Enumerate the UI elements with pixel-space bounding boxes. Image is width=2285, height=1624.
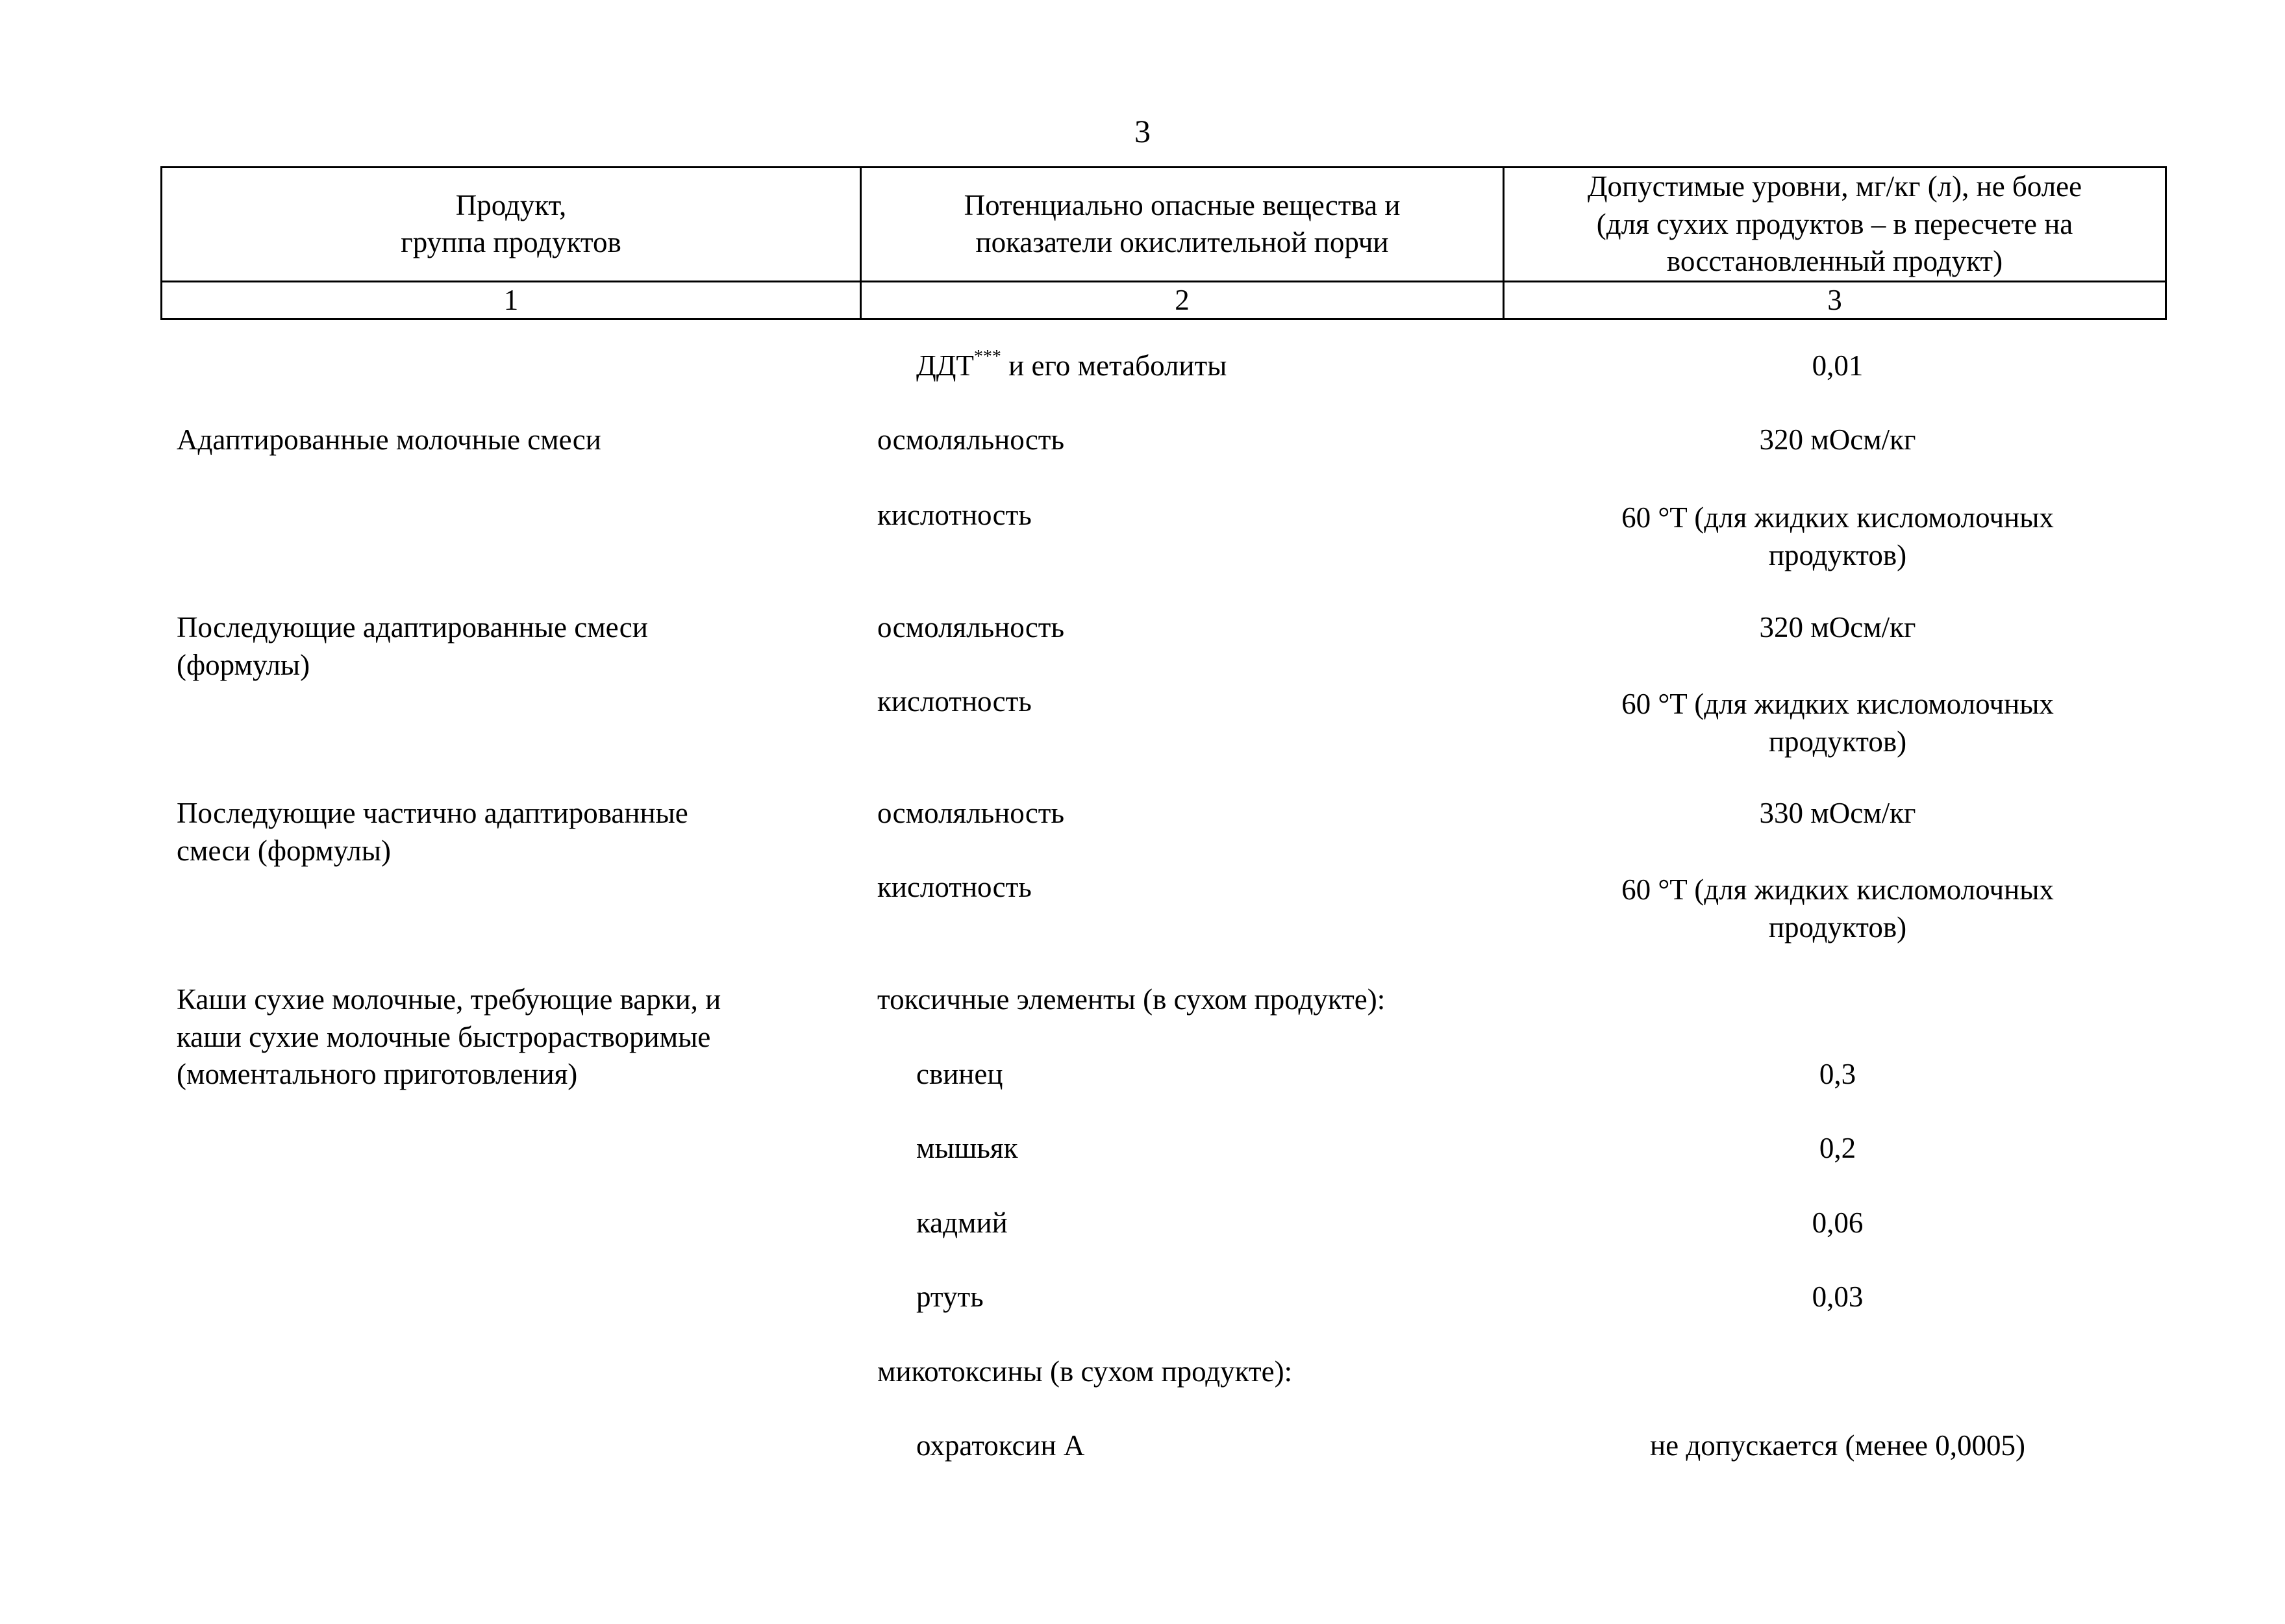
- substance-group-toxic-elements: токсичные элементы (в сухом продукте):: [877, 983, 1386, 1016]
- product-group-adapted: Адаптированные молочные смеси: [177, 423, 601, 456]
- column-number: 2: [861, 281, 1504, 319]
- substance-acidity: кислотность: [877, 871, 1032, 903]
- level-lead: 0,3: [1819, 1058, 1856, 1090]
- substance-group-mycotoxins: микотоксины (в сухом продукте):: [877, 1355, 1293, 1388]
- level-acidity: 60 °T (для жидких кисломолочных продуктов): [1621, 873, 2054, 943]
- substance-osmolality: осмоляльность: [877, 611, 1064, 643]
- level-osmolality: 320 мОсм/кг: [1759, 423, 1916, 456]
- level-ochratoxin: не допускается (менее 0,0005): [1650, 1429, 2025, 1462]
- level-acidity: 60 °T (для жидких кисломолочных продуктов): [1621, 501, 2054, 571]
- level-cadmium: 0,06: [1812, 1206, 1864, 1239]
- page-number: 3: [1134, 113, 1151, 149]
- substance-acidity: кислотность: [877, 685, 1032, 718]
- substance-osmolality: осмоляльность: [877, 423, 1064, 456]
- column-number-row: [162, 281, 2166, 319]
- footnote-mark: ***: [973, 347, 1001, 367]
- product-group-dry-porridge: Каши сухие молочные, требующие варки, и каши сухие молочные быстрорастворимые (моментального приготовления): [177, 983, 721, 1091]
- substance-lead: свинец: [916, 1058, 1003, 1090]
- table-header-row: [162, 168, 2166, 282]
- header-cell-product: Продукт, группа продуктов: [162, 168, 861, 282]
- header-cell-levels: Допустимые уровни, мг/кг (л), не более (для сухих продуктов – в пересчете на восстановленный продукт): [1504, 168, 2166, 282]
- substance-mercury: ртуть: [916, 1280, 984, 1313]
- level-osmolality: 330 мОсм/кг: [1759, 797, 1916, 829]
- level-ddt: 0,01: [1812, 349, 1864, 382]
- table-header: [160, 166, 2167, 320]
- level-mercury: 0,03: [1812, 1280, 1864, 1313]
- substance-arsenic: мышьяк: [916, 1132, 1018, 1164]
- level-arsenic: 0,2: [1819, 1132, 1856, 1164]
- product-group-partially-adapted: Последующие частично адаптированные смеси (формулы): [177, 797, 688, 867]
- substance-ochratoxin: охратоксин А: [916, 1429, 1085, 1462]
- level-osmolality: 320 мОсм/кг: [1759, 611, 1916, 643]
- level-acidity: 60 °T (для жидких кисломолочных продуктов): [1621, 688, 2054, 758]
- product-group-follow-on: Последующие адаптированные смеси (формулы): [177, 611, 648, 681]
- column-number: 1: [162, 281, 861, 319]
- column-number: 3: [1504, 281, 2166, 319]
- substance-acidity: кислотность: [877, 499, 1032, 531]
- header-cell-substances: Потенциально опасные вещества и показатели окислительной порчи: [861, 168, 1504, 282]
- substance-cadmium: кадмий: [916, 1206, 1008, 1239]
- substance-osmolality: осмоляльность: [877, 797, 1064, 829]
- substance-ddt: ДДТ*** и его метаболиты: [916, 347, 1227, 382]
